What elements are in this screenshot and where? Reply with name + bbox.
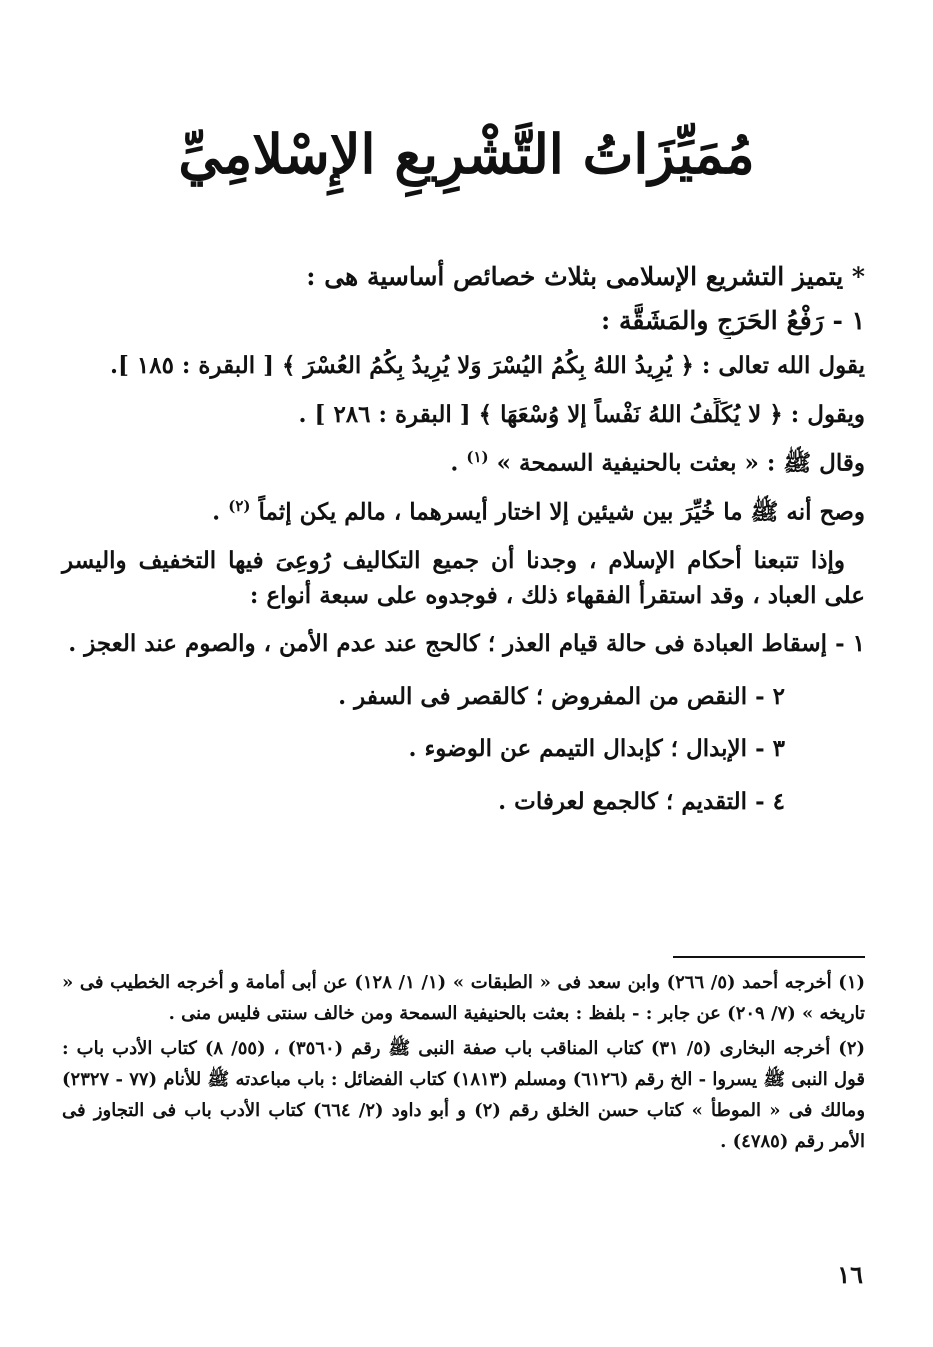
footnote-ref-2: (٢) (228, 497, 251, 516)
page-title: مُمَيِّزَاتُ التَّشْرِيعِ الإِسْلامِيِّ (178, 122, 755, 186)
footnotes (62, 968, 865, 1162)
footnote-2: (٢) أخرجه البخارى (٥/ ٣١) كتاب المناقب باب صفة النبى ﷺ رقم (٣٥٦٠) ، (٥٥/ ٨) كتاب الأدب باب : قول النبى ﷺ يسروا - الخ رقم (٦١٢٦) ومسلم (١٨١٣) كتاب الفضائل : باب مباعدته ﷺ للأنام (٧٧ - ٢٣٢٧) ومالك فى « الموطأ » كتاب حسن الخلق رقم (٢) و أبو داود (٢/ ٦٦٤) كتاب الأدب باب فى التجاوز فى الأمر رقم (٤٧٨٥) . (62, 1037, 866, 1152)
footnote-divider (673, 956, 865, 958)
hadith-2-end: . (212, 498, 221, 526)
body-paragraph: وإذا تتبعنا أحكام الإسلام ، وجدنا أن جميع التكاليف رُوعِىَ فيها التخفيف واليسر على العباد ، وقد استقرأ الفقهاء ذلك ، فوجدوه على سبعة أنواع : (62, 547, 865, 609)
section-heading: ١ - رَفْعُ الحَرَجِ والمَشَقَّة : (601, 305, 865, 335)
footnote-ref-1: (١) (466, 448, 489, 466)
list-item-4: ٤ - التقديم ؛ كالجمع لعرفات . (498, 787, 785, 815)
quran-verse-2: ويقول : ﴿ لا يُكَلِّفُ اللهُ نَفْساً إلا وُسْعَهَا ﴾ [ البقرة : ٢٨٦ ] . (298, 400, 865, 428)
list-item-3: ٣ - الإبدال ؛ كإبدال التيمم عن الوضوء . (408, 735, 785, 763)
list-item-1: ١ - إسقاط العبادة فى حالة قيام العذر ؛ كالحج عند عدم الأمن ، والصوم عند العجز . (68, 630, 865, 658)
main-text (62, 258, 865, 837)
page-number: ١٦ (837, 1260, 863, 1289)
quran-verse-1: يقول الله تعالى : ﴿ يُرِيدُ اللهُ بِكُمُ اليُسْرَ وَلا يُرِيدُ بِكُمُ العُسْرَ ﴾ [ البقرة : ١٨٥ ]. (109, 352, 865, 379)
hadith-1-text: وقال ﷺ : « بعثت بالحنيفية السمحة » (496, 449, 865, 477)
footnote-1: (١) أخرجه أحمد (٥/ ٢٦٦) وابن سعد فى « الطبقات » (١/ ١/ ١٢٨) عن أبى أمامة و أخرجه الخطيب فى « تاريخه » (٧/ ٢٠٩) عن جابر : - بلفظ : بعثت بالحنيفية السمحة ومن خالف سنتى فليس منى . (62, 972, 866, 1024)
hadith-1 (62, 446, 865, 481)
hadith-1-end: . (450, 449, 459, 477)
intro-line: * يتميز التشريع الإسلامى بثلاث خصائص أساسية هى : (306, 262, 865, 291)
list-item-2: ٢ - النقص من المفروض ؛ كالقصر فى السفر . (338, 682, 785, 710)
hadith-2 (62, 495, 865, 530)
hadith-2-text: وصح أنه ﷺ ما خُيِّرَ بين شيئين إلا اختار أيسرهما ، مالم يكن إثماً (258, 498, 865, 526)
